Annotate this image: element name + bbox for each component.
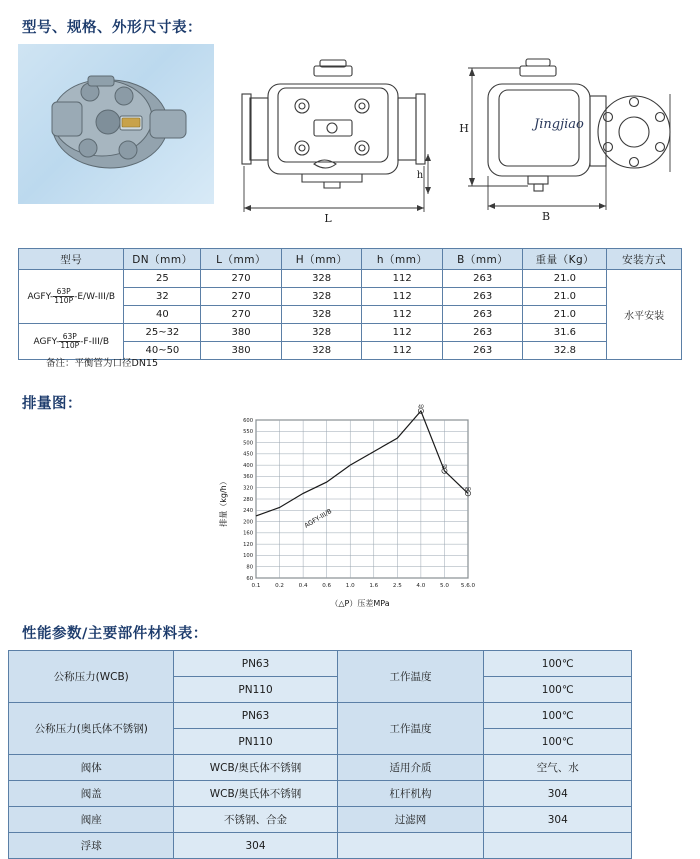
label-cover: 阀盖 — [9, 781, 174, 807]
chart-ytick: 200 — [243, 519, 253, 526]
cell-b: 263 — [442, 324, 523, 342]
table-row — [19, 270, 682, 288]
pump-photo-illustration — [32, 62, 200, 186]
cell-b: 263 — [442, 306, 523, 324]
model-num: 63P — [59, 333, 80, 342]
cell-weight: 21.0 — [523, 288, 607, 306]
value-pn63-wcb: PN63 — [174, 651, 337, 677]
label-lever: 杠杆机构 — [337, 781, 484, 807]
table-header-row — [19, 249, 682, 270]
chart-xtick: 1.6 — [369, 583, 379, 589]
cell-l: 380 — [201, 342, 282, 360]
value-cover: WCB/奥氏体不锈钢 — [174, 781, 337, 807]
model-suffix: -E/W-III/B — [74, 292, 116, 302]
dimension-label-h: h — [416, 170, 424, 181]
chart-ytick: 100 — [243, 553, 253, 560]
cell-h: 328 — [281, 306, 362, 324]
label-empty-1 — [337, 833, 484, 859]
cell-dn: 40 — [124, 306, 201, 324]
cell-h: 328 — [281, 270, 362, 288]
value-seat: 不锈钢、合金 — [174, 807, 337, 833]
value-lever: 304 — [484, 781, 632, 807]
table-row — [9, 651, 632, 677]
model-prefix: AGFY- — [27, 292, 54, 302]
cell-l: 270 — [201, 270, 282, 288]
cell-weight: 21.0 — [523, 306, 607, 324]
cell-hl: 112 — [362, 324, 443, 342]
cell-weight: 21.0 — [523, 270, 607, 288]
cell-hl: 112 — [362, 270, 443, 288]
chart-xtick: 5.0 — [439, 583, 449, 589]
chart-xlabel: （△P）压差MPa — [330, 599, 390, 608]
side-view-drawing — [458, 36, 682, 226]
chart-ytick: 240 — [243, 508, 253, 515]
cell-l: 270 — [201, 306, 282, 324]
cell-weight: 31.6 — [523, 324, 607, 342]
table-row — [9, 833, 632, 859]
label-float: 浮球 — [9, 833, 174, 859]
table-note: 备注：平衡管为口径DN15 — [46, 358, 159, 369]
chart-annotation: 40 — [417, 404, 424, 410]
cell-l: 270 — [201, 288, 282, 306]
dimension-label-B: B — [541, 210, 551, 223]
chart-ytick: 160 — [243, 530, 253, 537]
brand-mark: Jingjiao — [534, 117, 584, 132]
cell-b: 263 — [442, 342, 523, 360]
chart-xtick: 1.0 — [345, 583, 355, 589]
table-row — [9, 755, 632, 781]
col-h-upper: H（mm） — [281, 249, 362, 270]
value-pn110-ss: PN110 — [174, 729, 337, 755]
chart-ytick: 600 — [243, 417, 253, 424]
col-b: B（mm） — [442, 249, 523, 270]
cell-b: 263 — [442, 288, 523, 306]
cell-l: 380 — [201, 324, 282, 342]
value-pn110-wcb: PN110 — [174, 677, 337, 703]
model-cell-1 — [19, 270, 124, 324]
cell-h: 328 — [281, 342, 362, 360]
label-nominal-pressure-ss: 公称压力(奥氏体不锈钢) — [9, 703, 174, 755]
table-row — [19, 324, 682, 342]
col-model: 型号 — [19, 249, 124, 270]
chart-xtick: 5.6.0 — [460, 583, 476, 589]
performance-table — [8, 650, 632, 859]
cell-dn: 32 — [124, 288, 201, 306]
cell-dn: 40~50 — [124, 342, 201, 360]
cell-weight: 32.8 — [523, 342, 607, 360]
cell-dn: 25 — [124, 270, 201, 288]
chart-ytick: 320 — [243, 485, 253, 492]
section-title-capacity: 排量图： — [22, 396, 82, 412]
label-seat: 阀座 — [9, 807, 174, 833]
chart-ytick: 120 — [243, 541, 253, 548]
chart-annotation: 60 — [465, 487, 471, 493]
table-row — [9, 781, 632, 807]
col-weight: 重量（Kg） — [523, 249, 607, 270]
chart-xtick: 0.2 — [275, 583, 285, 589]
chart-ytick: 360 — [243, 474, 253, 481]
dimensions-table — [18, 248, 682, 360]
cell-h: 328 — [281, 324, 362, 342]
value-float: 304 — [174, 833, 337, 859]
label-filter: 过滤网 — [337, 807, 484, 833]
chart-ytick: 280 — [243, 496, 253, 503]
cell-h: 328 — [281, 288, 362, 306]
capacity-chart — [210, 404, 500, 612]
col-h-lower: h（mm） — [362, 249, 443, 270]
chart-xtick: 0.6 — [322, 583, 332, 589]
value-temp-1b: 100℃ — [484, 677, 632, 703]
label-working-temp-2: 工作温度 — [337, 703, 484, 755]
cell-hl: 112 — [362, 342, 443, 360]
chart-ytick: 400 — [243, 462, 253, 469]
col-install: 安装方式 — [607, 249, 682, 270]
value-pn63-ss: PN63 — [174, 703, 337, 729]
chart-xtick: 0.1 — [251, 583, 261, 589]
cell-b: 263 — [442, 270, 523, 288]
model-num: 63P — [53, 288, 74, 297]
label-nominal-pressure-wcb: 公称压力(WCB) — [9, 651, 174, 703]
value-temp-2b: 100℃ — [484, 729, 632, 755]
model-suffix: -F-III/B — [80, 337, 109, 347]
value-medium: 空气、水 — [484, 755, 632, 781]
section-title-dimensions: 型号、规格、外形尺寸表： — [22, 20, 202, 36]
table-row — [9, 703, 632, 729]
dimension-label-L: L — [324, 212, 332, 225]
label-body: 阀体 — [9, 755, 174, 781]
cell-dn: 25~32 — [124, 324, 201, 342]
cell-hl: 112 — [362, 306, 443, 324]
dimension-label-H: H — [459, 122, 469, 135]
chart-ytick: 450 — [243, 451, 253, 458]
capacity-chart-svg — [210, 404, 500, 612]
model-prefix: AGFY- — [33, 337, 60, 347]
label-medium: 适用介质 — [337, 755, 484, 781]
table-row — [9, 807, 632, 833]
chart-xtick: 2.5 — [392, 583, 402, 589]
label-working-temp-1: 工作温度 — [337, 651, 484, 703]
drawings-row — [18, 36, 682, 226]
chart-ytick: 80 — [246, 564, 253, 571]
model-den: 110P — [54, 296, 74, 305]
chart-ytick: 60 — [246, 575, 253, 582]
chart-ytick: 550 — [243, 429, 253, 436]
cell-hl: 112 — [362, 288, 443, 306]
chart-xtick: 4.0 — [416, 583, 426, 589]
value-temp-1a: 100℃ — [484, 651, 632, 677]
series-label: AGFY-III/B — [302, 507, 334, 530]
front-view-drawing — [228, 36, 438, 226]
col-dn: DN（mm） — [124, 249, 201, 270]
chart-xtick: 0.4 — [298, 583, 308, 589]
chart-ylabel: 排量（kg/h） — [219, 477, 228, 527]
col-l: L（mm） — [201, 249, 282, 270]
section-title-performance: 性能参数/主要部件材料表： — [22, 626, 208, 642]
cell-install: 水平安装 — [607, 270, 682, 360]
chart-annotation: 50 — [441, 464, 448, 470]
value-body: WCB/奥氏体不锈钢 — [174, 755, 337, 781]
value-temp-2a: 100℃ — [484, 703, 632, 729]
chart-ytick: 500 — [243, 440, 253, 447]
model-den: 110P — [60, 341, 80, 350]
value-filter: 304 — [484, 807, 632, 833]
value-empty-1 — [484, 833, 632, 859]
pump-photo — [18, 44, 214, 204]
